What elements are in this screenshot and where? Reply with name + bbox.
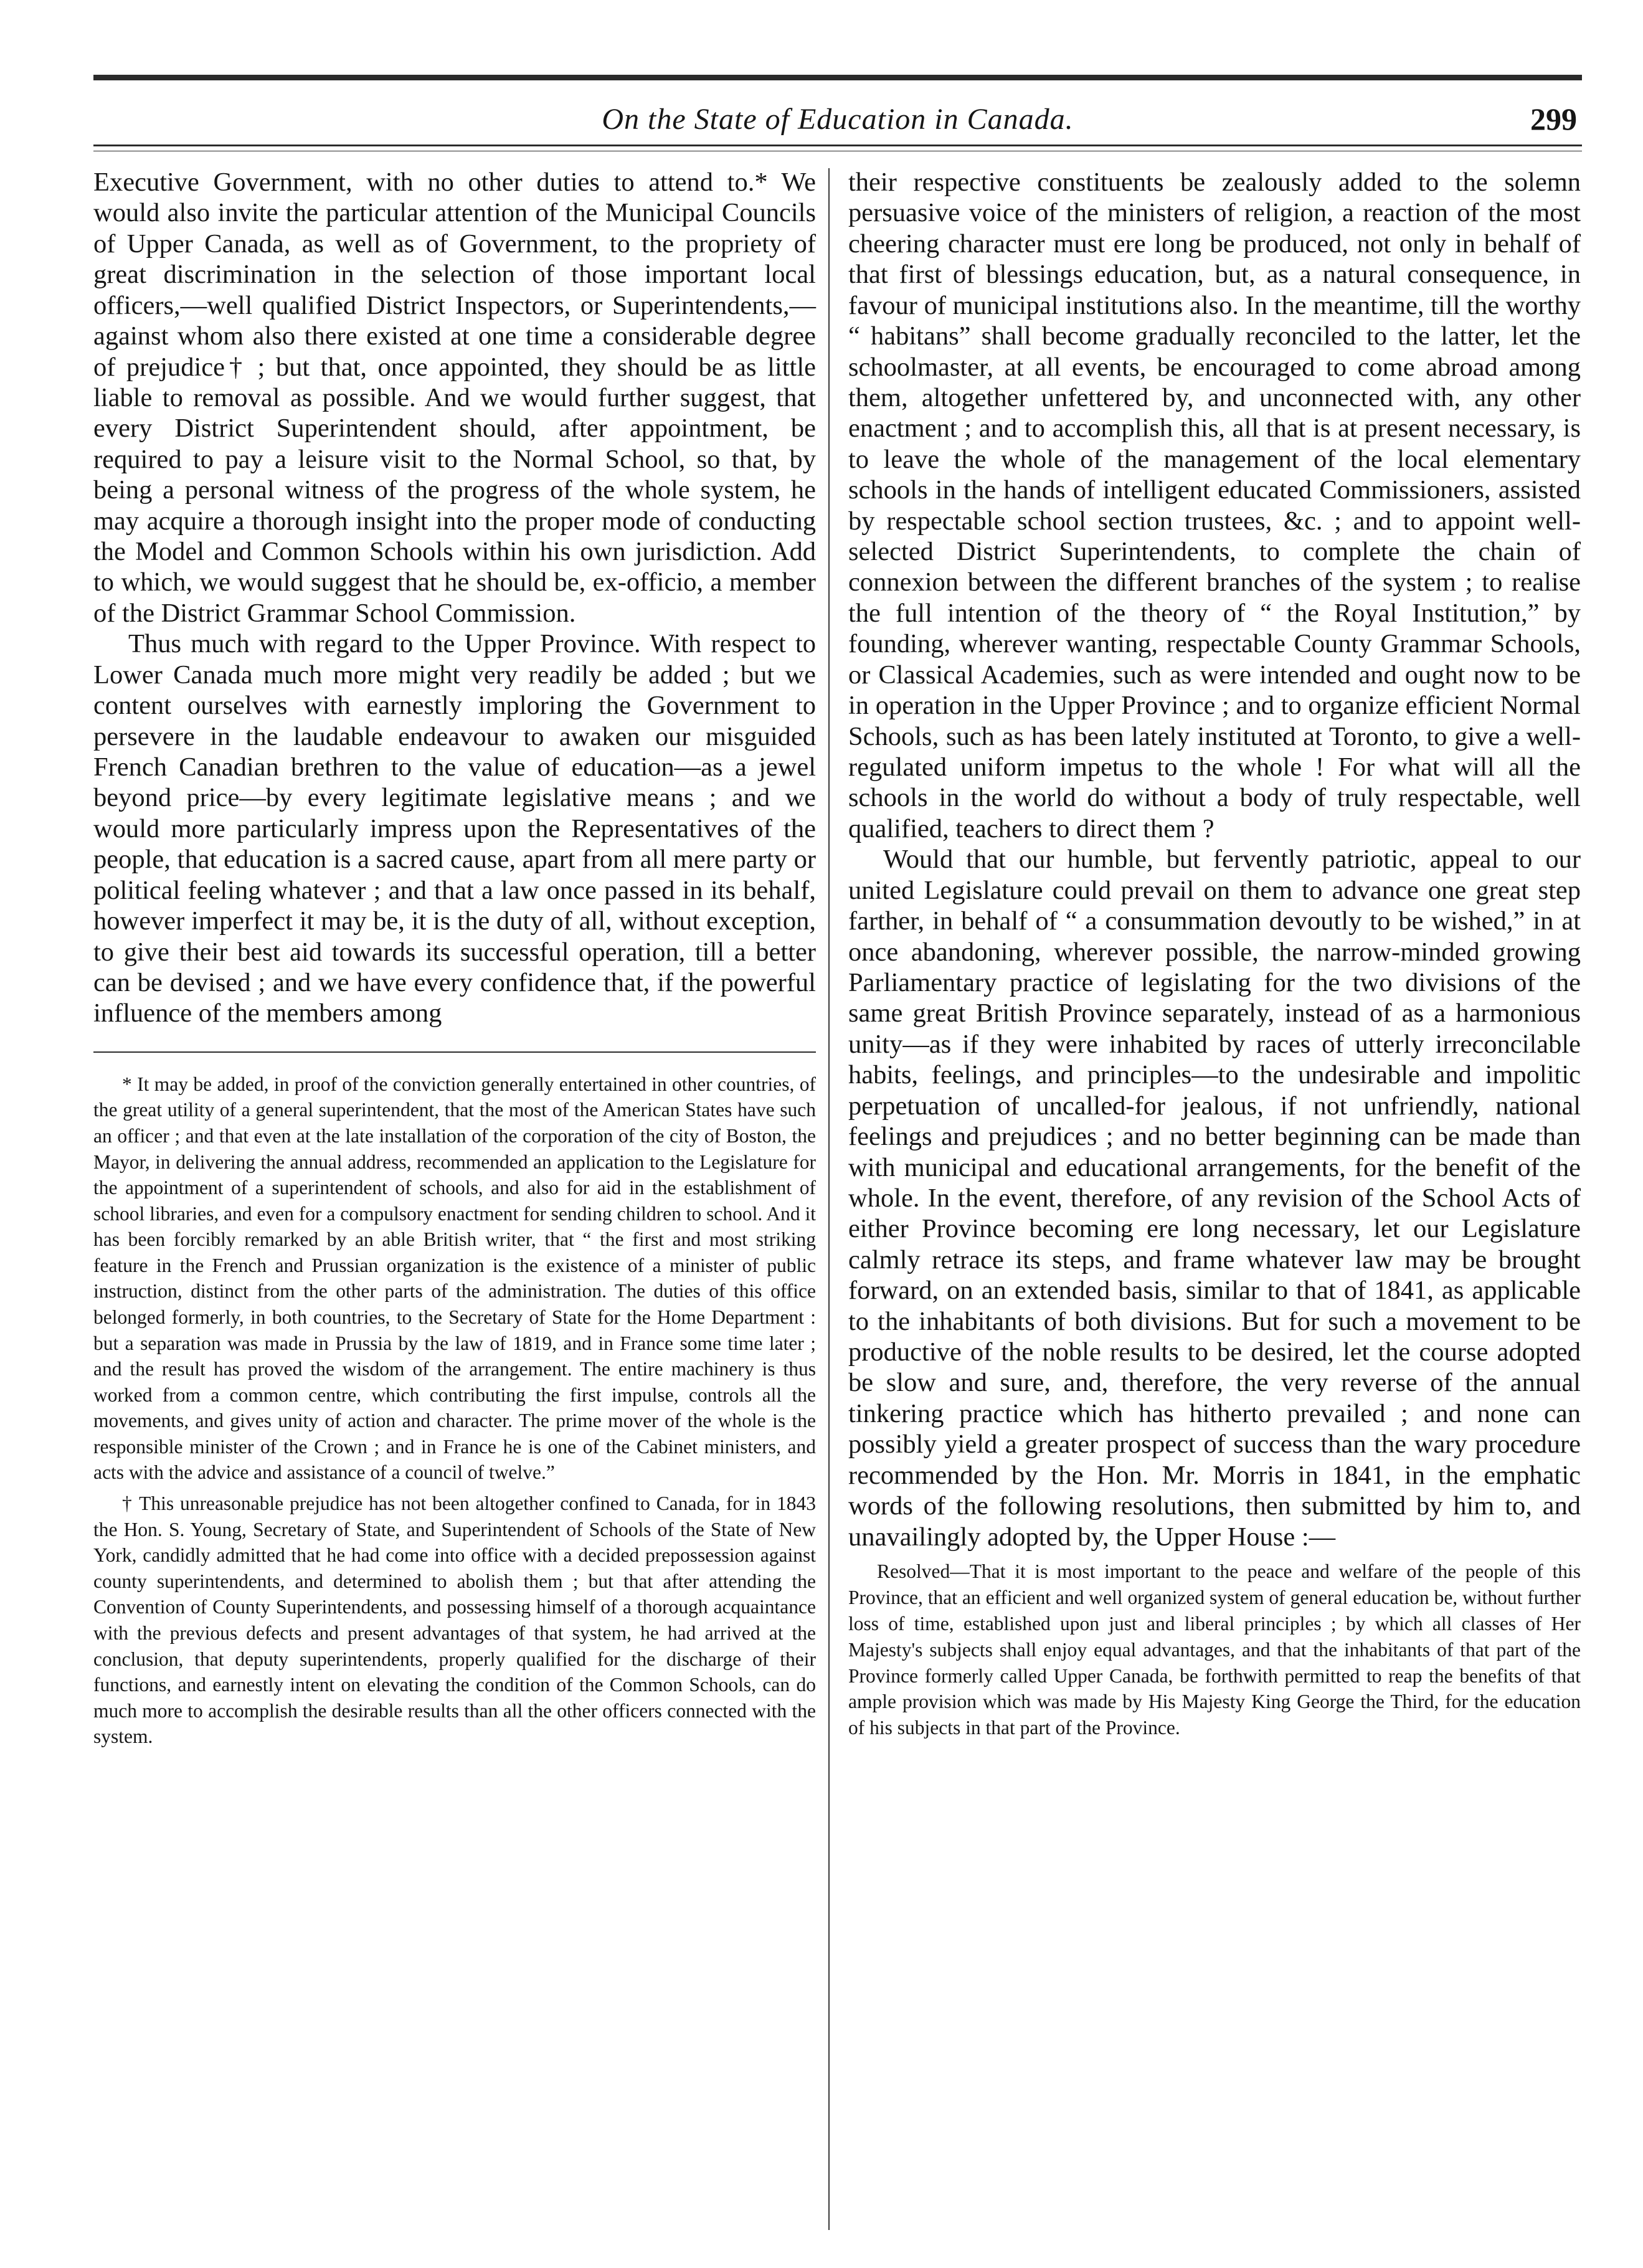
top-rule [93,75,1582,80]
running-header [93,93,1582,143]
right-paragraph-2: Would that our humble, but fervently patriotic, appeal to our united Legislature could prevail on them to advance one great step farther, in behalf of “ a consummation devoutly to be wished,” in at once abandoning, wherever possible, the narrow-minded growing Parliamentary practice of legislating for the two divisions of the same great British Province separately, instead of as a harmonious unity—as if they were inhabited by races of utterly irreconcilable habits, feelings, and principles—to the undesirable and impolitic perpetuation of uncalled-for jealous, if not unfriendly, national feelings and prejudices ; and no better beginning can be made than with municipal and educational arrangements, for the benefit of the whole. In the event, therefore, of any revision of the School Acts of either Province becoming ere long necessary, let our Legislature calmly retrace its steps, and frame whatever law may be brought forward, on an extended basis, similar to that of 1841, as applicable to the inhabitants of both divisions. But for such a movement to be productive of the noble results to be desired, let the course adopted be slow and sure, and, therefore, the very reverse of the annual tinkering practice which has hitherto prevailed ; and none can possibly yield a greater prospect of success than the wary procedure recommended by the Hon. Mr. Morris in 1841, in the emphatic words of the following resolutions, then submitted by him to, and unavailingly adopted by, the Upper House :— [848,845,1581,1552]
resolution-quote: Resolved—That it is most important to the peace and welfare of the people of this Province, that an efficient and well organized system of general education be, without further loss of time, established upon just and liberal principles ; by which all classes of Her Majesty's subjects shall enjoy equal advantages, and that the inhabitants of that part of the Province formerly called Upper Canada, be forthwith permitted to reap the benefits of that ample provision which was made by His Majesty King George the Third, for the education of his subjects in that part of the Province. [848,1560,1581,1739]
footnote-2: † This unreasonable prejudice has not been altogether confined to Canada, for in 1843 the Hon. S. Young, Secretary of State, and Superintendent of Schools of the State of New York, candidly admitted that he had come into office with a decided prepossession against county superintendents, and determined to abolish them ; but that after attending the Convention of County Superintendents, and possessing himself of a thorough acquaintance with the previous defects and present advantages of that system, he had arrived at the conclusion, that deputy superintendents, properly qualified for the discharge of their functions, and earnestly intent on elevating the condition of the Common Schools, can do much more to accomplish the desirable results than all the other officers connected with the system. [93,1492,816,1748]
footnote-rule [93,1051,816,1053]
left-paragraph-2: Thus much with regard to the Upper Province. With respect to Lower Canada much more might very readily be added ; but we content ourselves with earnestly imploring the Government to persevere in the laudable endeavour to awaken our misguided French Canadian brethren to the value of education—as a jewel beyond price—by every legitimate legislative means ; and we would more particularly impress upon the Representatives of the people, that education is a sacred cause, apart from all mere party or political feeling whatever ; and that a law once passed in its behalf, however imperfect it may be, it is the duty of all, without exception, to give their best aid towards its successful operation, till a better can be devised ; and we have every confidence that, if the powerful influence of the members among [93,629,816,1028]
left-column-body [93,167,816,1029]
header-rule [93,145,1582,146]
left-paragraph-1: Executive Government, with no other duties to attend to.* We would also invite the particular attention of the Municipal Councils of Upper Canada, as well as of Government, to the propriety of great discrimination in the selection of those important local officers,—well qualified District Inspectors, or Superintendents,—against whom also there existed at one time a considerable degree of prejudice† ; but that, once appointed, they should be as little liable to removal as possible. And we would further suggest, that every District Superintendent should, after appointment, be required to pay a leisure visit to the Normal School, so that, by being a personal witness of the progress of the whole system, he may acquire a thorough insight into the proper mode of conducting the Model and Common Schools within his own jurisdiction. Add to which, we would suggest that he should be, ex-officio, a member of the District Grammar School Commission. [93,168,816,628]
footnotes [93,1071,816,1750]
right-paragraph-1: their respective constituents be zealously added to the solemn persuasive voice of the ministers of religion, a reaction of the most cheering character must ere long be produced, not only in behalf of that first of blessings education, but, as a natural consequence, in favour of municipal institutions also. In the meantime, till the worthy “ habitans” shall become gradually reconciled to the latter, let the schoolmaster, at all events, be encouraged to come abroad among them, altogether unfettered by, and unconnected with, any other enactment ; and to accomplish this, all that is at present necessary, is to leave the whole of the management of the local elementary schools in the hands of intelligent educated Commissioners, assisted by respectable school section trustees, &c. ; and to appoint well-selected District Superintendents, to complete the chain of connexion between the different branches of the system ; to realise the full intention of the theory of “ the Royal Institution,” by founding, wherever wanting, respectable County Grammar Schools, or Classical Academies, such as were intended and ought now to be in operation in the Upper Province ; and to organize efficient Normal Schools, such as has been lately instituted at Toronto, to give a well-regulated uniform impetus to the whole ! For what will all the schools in the world do without a body of truly respectable, well qualified, teachers to direct them ? [848,168,1581,843]
page-number: 299 [1530,102,1577,136]
left-column [93,167,816,1750]
footnote-1: * It may be added, in proof of the conviction generally entertained in other countries, of the great utility of a general superintendent, that the most of the American States have such an officer ; and that even at the late installation of the corporation of the city of Boston, the Mayor, in delivering the annual address, recommended an application to the Legislature for the appointment of a superintendent of schools, and also for aid in the establishment of school libraries, and even for a compulsory enactment for sending children to school. And it has been forcibly remarked by an able British writer, that “ the first and most striking feature in the French and Prussian organization is the existence of a minister of public instruction, distinct from the other parts of the administration. The duties of this office belonged formerly, in both countries, to the Secretary of State for the Home Department : but a separation was made in Prussia by the law of 1819, and in France some time later ; and the result has proved the wisdom of the arrangement. The entire machinery is thus worked from a common centre, which contributing the first impulse, controls all the movements, and gives unity of action and character. The prime mover of the whole is the responsible minister of the Crown ; and in France he is one of the Cabinet ministers, and acts with the advice and assistance of a council of twelve.” [93,1073,816,1484]
right-column-body [848,167,1581,1552]
right-column [848,167,1581,1741]
running-title: On the State of Education in Canada. [602,103,1074,136]
column-divider [828,168,830,2230]
